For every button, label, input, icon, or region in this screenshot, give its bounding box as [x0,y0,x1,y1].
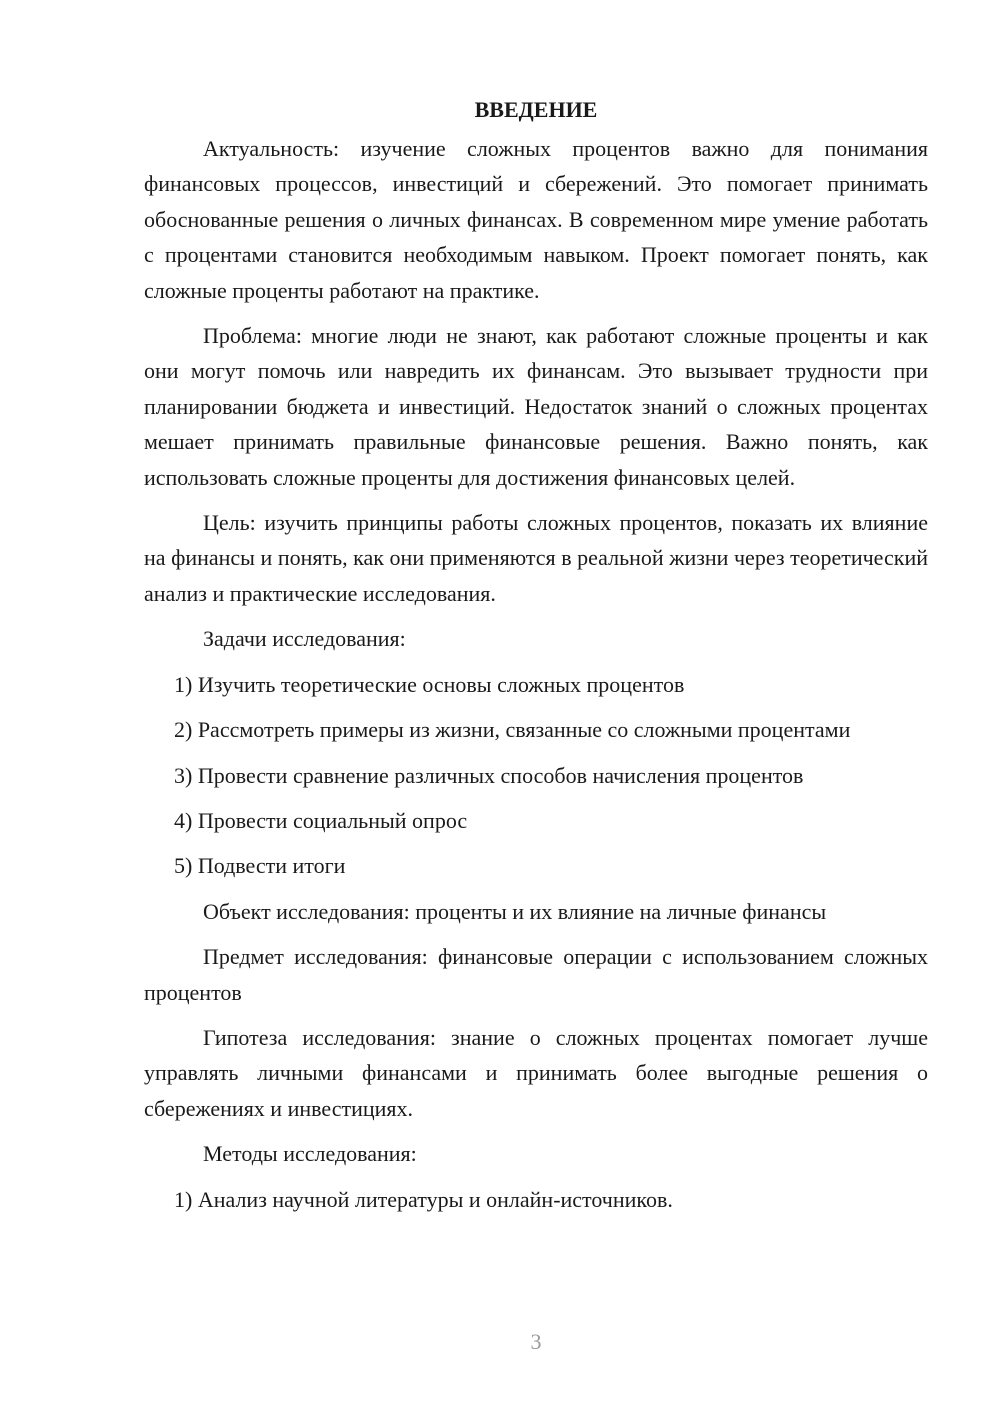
task-item: 5) Подвести итоги [174,853,346,879]
method-item: 1) Анализ научной литературы и онлайн-источников. [174,1186,673,1212]
task-item: 2) Рассмотреть примеры из жизни, связанные со сложными процентами [174,717,851,743]
document-body [144,92,928,1227]
subject-paragraph: Предмет исследования: финансовые операции с использованием сложных процентов [144,944,928,1005]
page-number: 3 [530,1329,542,1354]
tasks-heading: Задачи исследования: [203,626,406,652]
object-paragraph: Объект исследования: проценты и их влияние на личные финансы [203,898,827,924]
task-item: 4) Провести социальный опрос [174,807,468,833]
task-item: 3) Провести сравнение различных способов начисления процентов [174,762,804,788]
page-title: ВВЕДЕНИЕ [474,97,598,122]
goal-paragraph: Цель: изучить принципы работы сложных процентов, показать их влияние на финансы и понять, как они применяются в реальной жизни через теоретический анализ и практические исследования. [144,510,928,606]
methods-heading: Методы исследования: [203,1141,417,1167]
task-item: 1) Изучить теоретические основы сложных процентов [174,671,685,697]
relevance-paragraph: Актуальность: изучение сложных процентов важно для понимания финансовых процессов, инвестиций и сбережений. Это помогает принимать обоснованные решения о личных финансах. В современном мире умение работать с процентами становится необходимым навыком. Проект помогает понять, как сложные проценты работают на практике. [144,136,928,303]
problem-paragraph: Проблема: многие люди не знают, как работают сложные проценты и как они могут помочь или навредить их финансам. Это вызывает трудности при планировании бюджета и инвестиций. Недостаток знаний о сложных процентах мешает принимать правильные финансовые решения. Важно понять, как использовать сложные проценты для достижения финансовых целей. [144,323,928,490]
hypothesis-paragraph: Гипотеза исследования: знание о сложных процентах помогает лучше управлять личными финансами и принимать более выгодные решения о сбережениях и инвестициях. [144,1024,928,1121]
